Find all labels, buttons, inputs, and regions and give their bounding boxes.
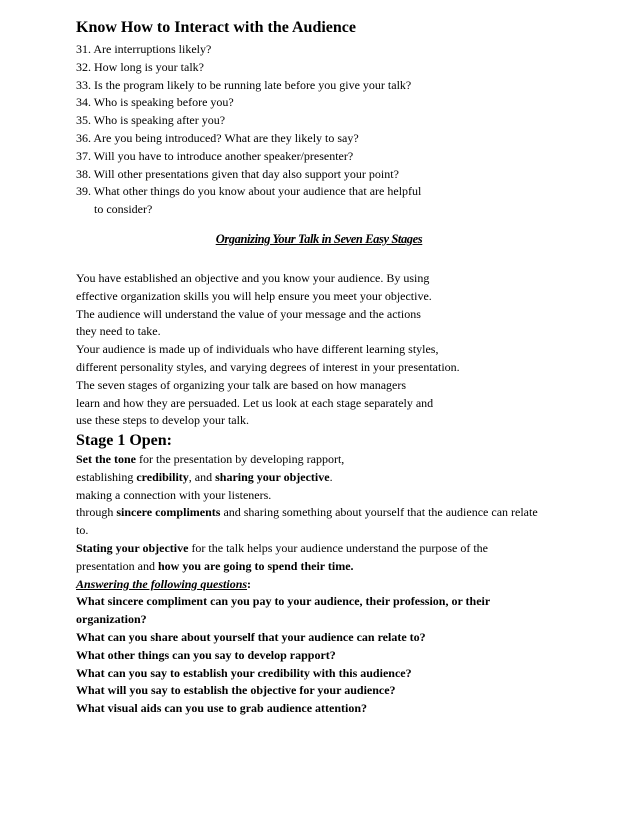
text-run: through — [76, 505, 117, 520]
bold-question: What can you say to establish your credibility with this audience? — [76, 665, 412, 680]
stage-1-section — [76, 431, 616, 718]
text-run: for the talk helps your audience understand the purpose of the — [188, 540, 489, 555]
text-run: establishing — [76, 469, 137, 484]
paragraph-line — [76, 504, 616, 522]
bold-question: What sincere compliment can you pay to your audience, their profession, or their — [76, 594, 491, 609]
paragraph-line: learn and how they are persuaded. Let us look at each stage separately and — [76, 395, 434, 410]
question-item: 32. How long is your talk? — [76, 59, 204, 74]
paragraph-line: to. — [76, 523, 89, 538]
question-item: 38. Will other presentations given that day also support your point? — [76, 166, 399, 181]
bold-question: organization? — [76, 612, 147, 627]
paragraph-line: Your audience is made up of individuals who have different learning styles, — [76, 342, 439, 357]
paragraph-line: The audience will understand the value of your message and the actions — [76, 306, 421, 321]
bold-phrase: sharing your objective — [215, 469, 330, 484]
paragraph-line: use these steps to develop your talk. — [76, 413, 249, 428]
bold-question: What will you say to establish the objective for your audience? — [76, 683, 396, 698]
paragraph-line: making a connection with your listeners. — [76, 487, 272, 502]
paragraph-line: effective organization skills you will help ensure you meet your objective. — [76, 288, 432, 303]
paragraph-line: they need to take. — [76, 324, 161, 339]
paragraph-line — [76, 469, 616, 487]
section-heading: Know How to Interact with the Audience — [76, 19, 356, 36]
answer-heading: Answering the following questions — [76, 576, 248, 591]
text-run: for the presentation by developing rapport, — [136, 452, 345, 466]
text-run: , and — [188, 469, 216, 484]
question-item: 33. Is the program likely to be running late before you give your talk? — [76, 77, 412, 92]
question-item: 37. Will you have to introduce another speaker/presenter? — [76, 148, 354, 163]
stage-heading: Stage 1 Open: — [76, 432, 172, 449]
paragraph-line — [76, 558, 616, 576]
text-run: . — [329, 469, 333, 484]
section-title: Organizing Your Talk in Seven Easy Stages — [215, 232, 423, 246]
paragraph-line — [76, 540, 616, 558]
text-run: presentation and — [76, 558, 158, 573]
question-item: 34. Who is speaking before you? — [76, 95, 234, 110]
answer-heading-line — [76, 576, 616, 594]
bold-phrase: Stating your objective — [76, 540, 189, 555]
text-run: and sharing something about yourself that the audience can relate — [220, 505, 538, 520]
bold-phrase: credibility — [136, 469, 189, 484]
paragraph-line: You have established an objective and you know your audience. By using — [76, 271, 430, 285]
paragraph-line: The seven stages of organizing your talk are based on how managers — [76, 377, 407, 392]
question-item: 35. Who is speaking after you? — [76, 113, 226, 128]
paragraph-line: different personality styles, and varying degrees of interest in your presentation. — [76, 359, 460, 374]
question-item: 31. Are interruptions likely? — [76, 42, 212, 56]
answer-colon: : — [247, 576, 252, 591]
question-item: 36. Are you being introduced? What are they likely to say? — [76, 130, 359, 145]
bold-question: What can you share about yourself that your audience can relate to? — [76, 629, 426, 644]
paragraph-line — [76, 451, 616, 469]
question-item: 39. What other things do you know about your audience that are helpful — [76, 184, 422, 199]
audience-section — [76, 18, 616, 219]
bold-question: What other things can you say to develop rapport? — [76, 647, 336, 662]
question-item-continued: to consider? — [94, 202, 153, 217]
bold-phrase: sincere compliments — [116, 505, 221, 520]
bold-question: What visual aids can you use to grab audience attention? — [76, 701, 368, 716]
intro-paragraph — [76, 270, 616, 430]
bold-phrase: how you are going to spend their time. — [157, 558, 354, 573]
bold-phrase: Set the tone — [76, 452, 136, 466]
